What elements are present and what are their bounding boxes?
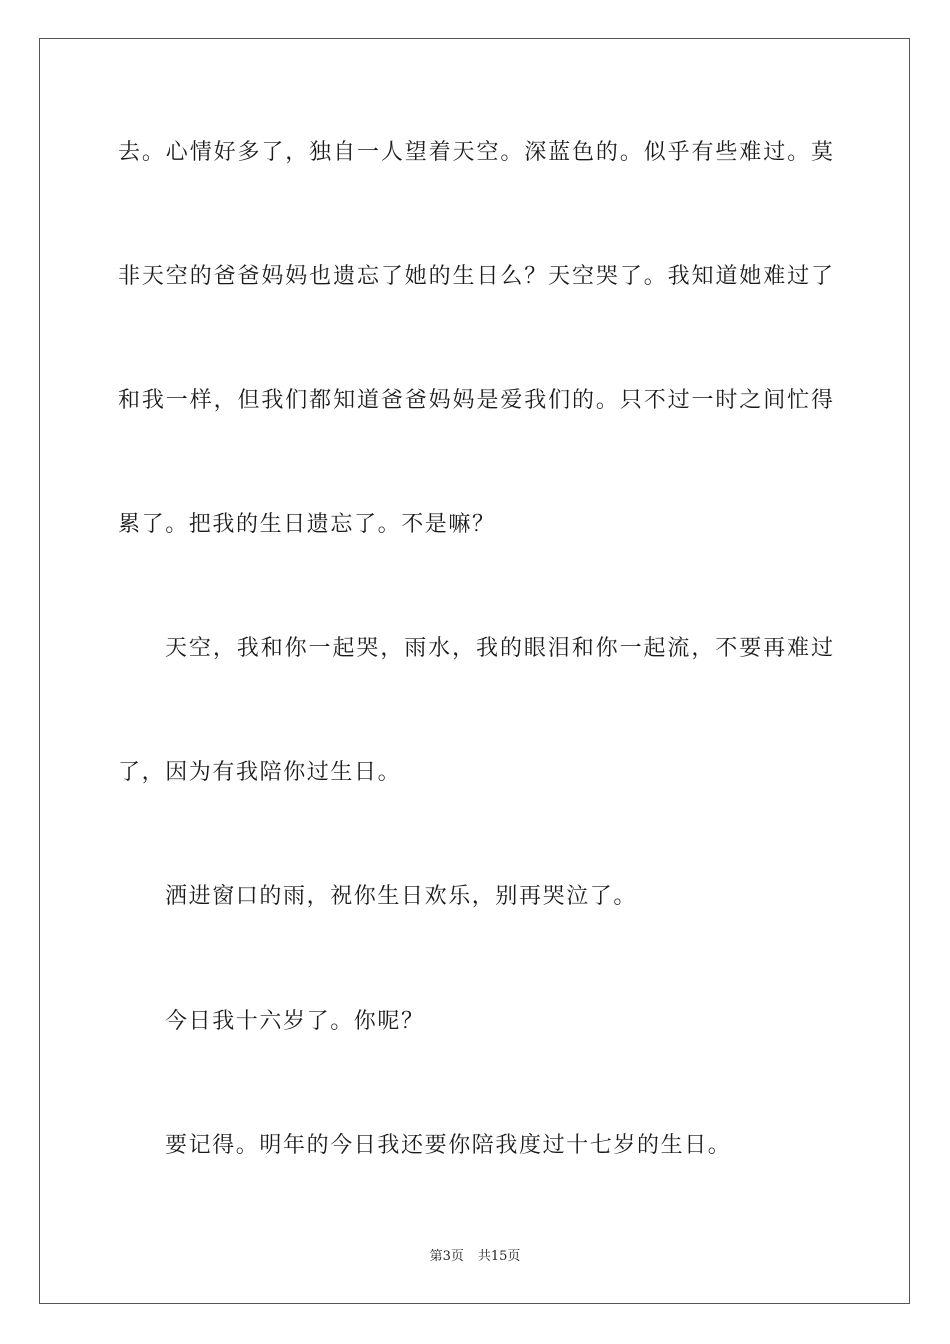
text-line-5: 天空，我和你一起哭，雨水，我的眼泪和你一起流，不要再难过 (165, 636, 833, 661)
text-line-3: 和我一样，但我们都知道爸爸妈妈是爱我们的。只不过一时之间忙得 (118, 388, 833, 413)
text-line-7: 洒进窗口的雨，祝你生日欢乐，别再哭泣了。 (165, 884, 638, 909)
page-footer (0, 1248, 950, 1266)
text-line-6: 了，因为有我陪你过生日。 (118, 760, 402, 785)
text-line-4: 累了。把我的生日遗忘了。不是嘛？ (118, 512, 496, 537)
text-line-9: 要记得。明年的今日我还要你陪我度过十七岁的生日。 (165, 1133, 732, 1158)
text-line-8: 今日我十六岁了。你呢？ (165, 1009, 425, 1034)
text-line-1: 去。心情好多了，独自一人望着天空。深蓝色的。似乎有些难过。莫 (118, 140, 833, 165)
text-line-2: 非天空的爸爸妈妈也遗忘了她的生日么？天空哭了。我知道她难过了 (118, 264, 833, 289)
page-border (39, 38, 910, 1304)
page-number: 第3页 (429, 1249, 464, 1264)
page-total: 共15页 (477, 1249, 521, 1264)
